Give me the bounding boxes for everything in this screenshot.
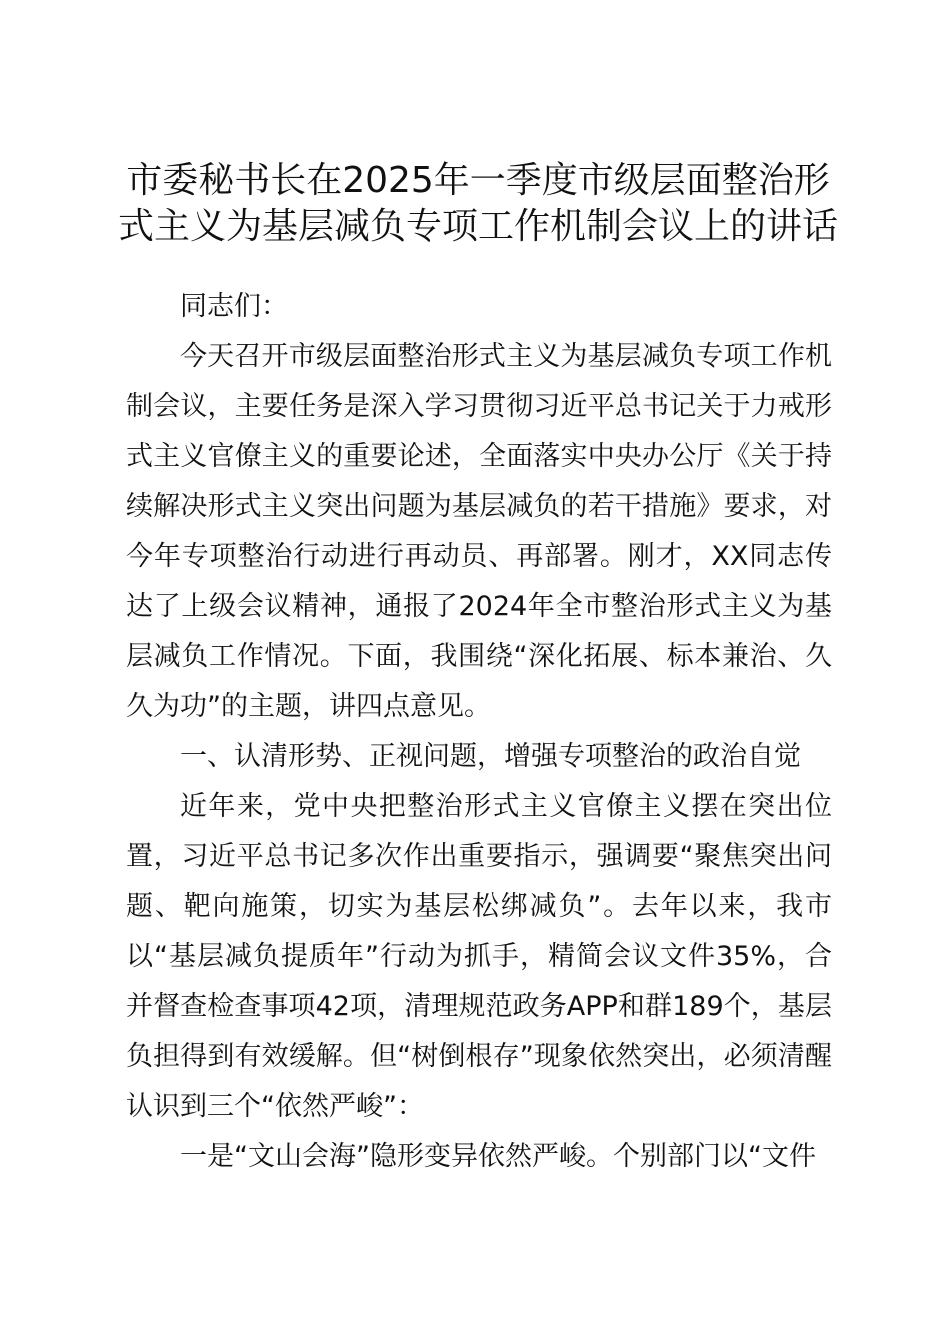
document-body (126, 282, 832, 1182)
point-1-paragraph: 一是“文山会海”隐形变异依然严峻。个别部门以“文件 (180, 1141, 816, 1172)
document-title: 市委秘书长在2025年一季度市级层面整治形式主义为基层减负专项工作机制会议上的讲话 (118, 160, 839, 247)
salutation-paragraph: 同志们： (180, 291, 288, 322)
section-heading-1: 一、认清形势、正视问题，增强专项整治的政治自觉 (180, 741, 801, 772)
section-1-paragraph: 近年来，党中央把整治形式主义官僚主义摆在突出位置，习近平总书记多次作出重要指示，强调要“聚焦突出问题、靶向施策，切实为基层松绑减负”。去年以来，我市以“基层减负提质年”行动为抓手，精简会议文件35%，合并督查检查事项42项，清理规范政务APP和群189个，基层负担得到有效缓解。但“树倒根存”现象依然突出，必须清醒认识到三个“依然严峻”： (126, 791, 832, 1122)
intro-paragraph: 今天召开市级层面整治形式主义为基层减负专项工作机制会议，主要任务是深入学习贯彻习近平总书记关于力戒形式主义官僚主义的重要论述，全面落实中央办公厅《关于持续解决形式主义突出问题为基层减负的若干措施》要求，对今年专项整治行动进行再动员、再部署。刚才，XX同志传达了上级会议精神，通报了2024年全市整治形式主义为基层减负工作情况。下面，我围绕“深化拓展、标本兼治、久久为功”的主题，讲四点意见。 (126, 341, 832, 722)
